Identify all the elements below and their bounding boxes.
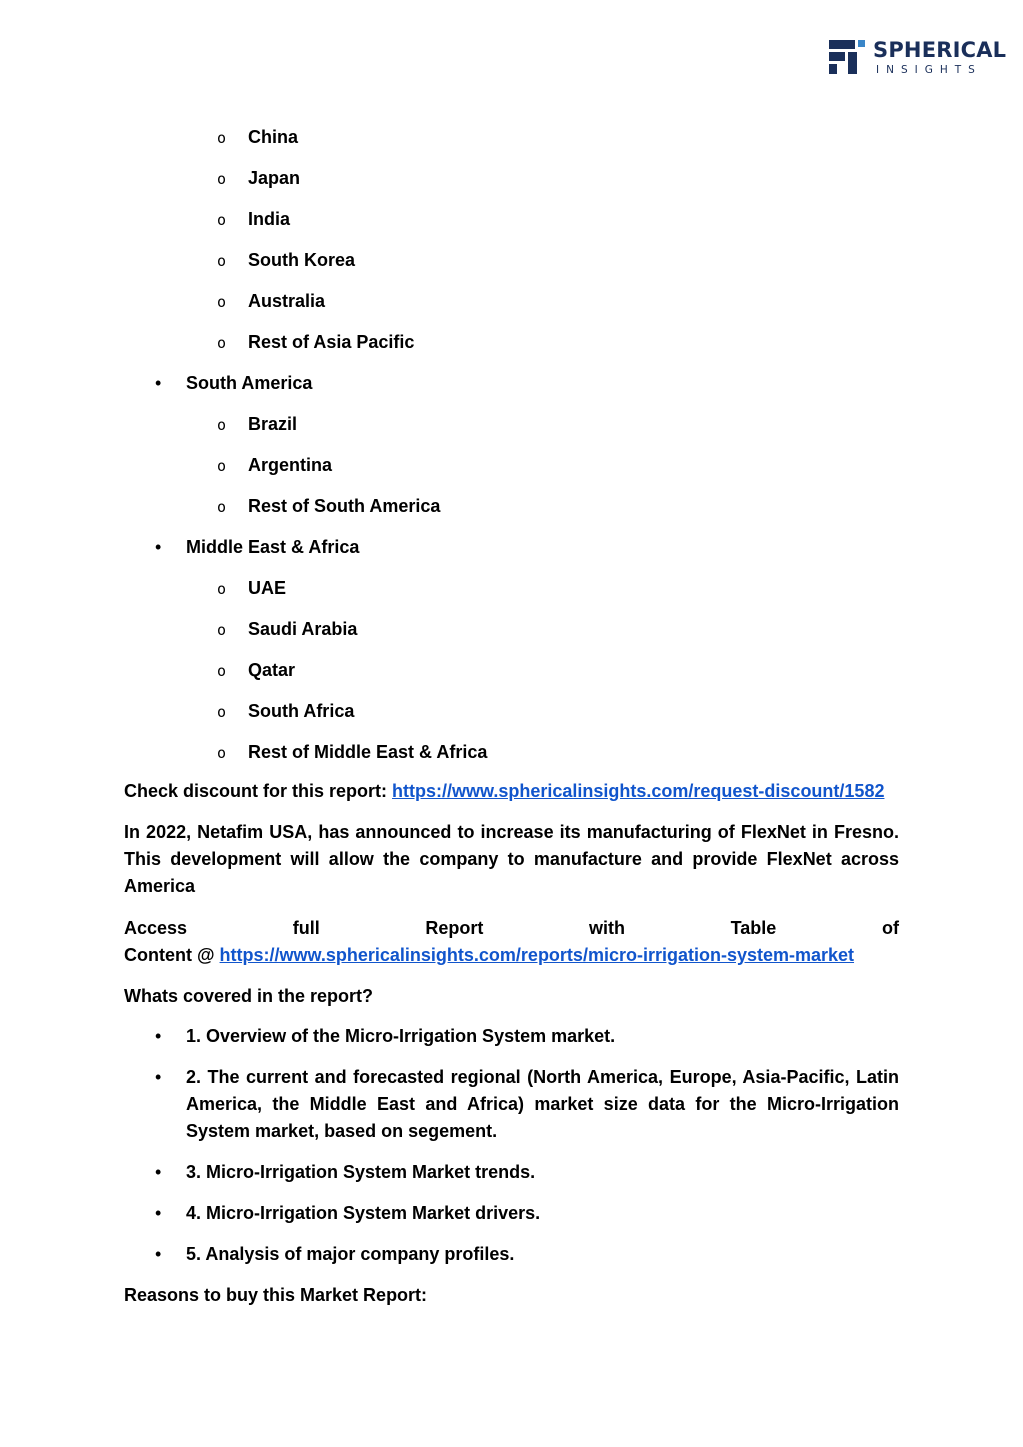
list-item-south-korea: o South Korea [248,249,355,271]
covered-item: • 3. Micro-Irrigation System Market trends. [186,1159,899,1186]
covered-title: Whats covered in the report? [124,986,374,1006]
list-item-rest-of-mea: o Rest of Middle East & Africa [248,741,487,763]
list-item-brazil: o Brazil [248,413,297,435]
access-word: of [881,918,899,938]
list-item-china: o China [248,126,298,148]
covered-item: • 4. Micro-Irrigation System Market drivers. [186,1200,899,1227]
access-word: Access [124,918,188,938]
covered-item: • 2. The current and forecasted regional (North America, Europe, Asia-Pacific, Latin America, the Middle East and Africa) market size data for the Micro-Irrigation System market, based on segement. [186,1064,899,1145]
report-link[interactable]: https://www.sphericalinsights.com/reports/micro-irrigation-system-market [219,945,855,965]
list-item-middle-east-africa: • Middle East & Africa [186,536,359,558]
access-word: full [292,918,320,938]
list-item-south-america: • South America [186,372,312,394]
logo-name: SPHERICAL [873,38,1007,62]
list-item-rest-of-asia-pacific: o Rest of Asia Pacific [248,331,414,353]
list-item-argentina: o Argentina [248,454,332,476]
list-item-australia: o Australia [248,290,325,312]
covered-item: • 5. Analysis of major company profiles. [186,1241,899,1268]
list-item-saudi-arabia: o Saudi Arabia [248,618,357,640]
list-item-india: o India [248,208,290,230]
access-link-line [124,942,899,969]
list-item-uae: o UAE [248,577,286,599]
list-item-qatar: o Qatar [248,659,295,681]
covered-item: • 1. Overview of the Micro-Irrigation System market. [186,1023,899,1050]
news-paragraph: In 2022, Netafim USA, has announced to increase its manufacturing of FlexNet in Fresno. This development will allow the company to manufacture and provide FlexNet across America [124,822,899,896]
reasons-title: Reasons to buy this Market Report: [124,1285,428,1305]
access-word: Report [425,918,484,938]
access-word: with [588,918,625,938]
list-item-south-africa: o South Africa [248,700,354,722]
access-row [124,917,899,939]
logo-mark-icon [829,40,865,74]
spherical-insights-logo [829,38,1007,76]
access-prefix: Content @ [124,945,220,965]
list-item-japan: o Japan [248,167,300,189]
discount-link[interactable]: https://www.sphericalinsights.com/request-discount/1582 [392,781,885,801]
list-item-rest-of-south-america: o Rest of South America [248,495,440,517]
discount-paragraph [124,778,899,805]
discount-label: Check discount for this report: [124,781,393,801]
logo-subtitle: INSIGHTS [876,64,982,76]
access-word: Table [730,918,777,938]
